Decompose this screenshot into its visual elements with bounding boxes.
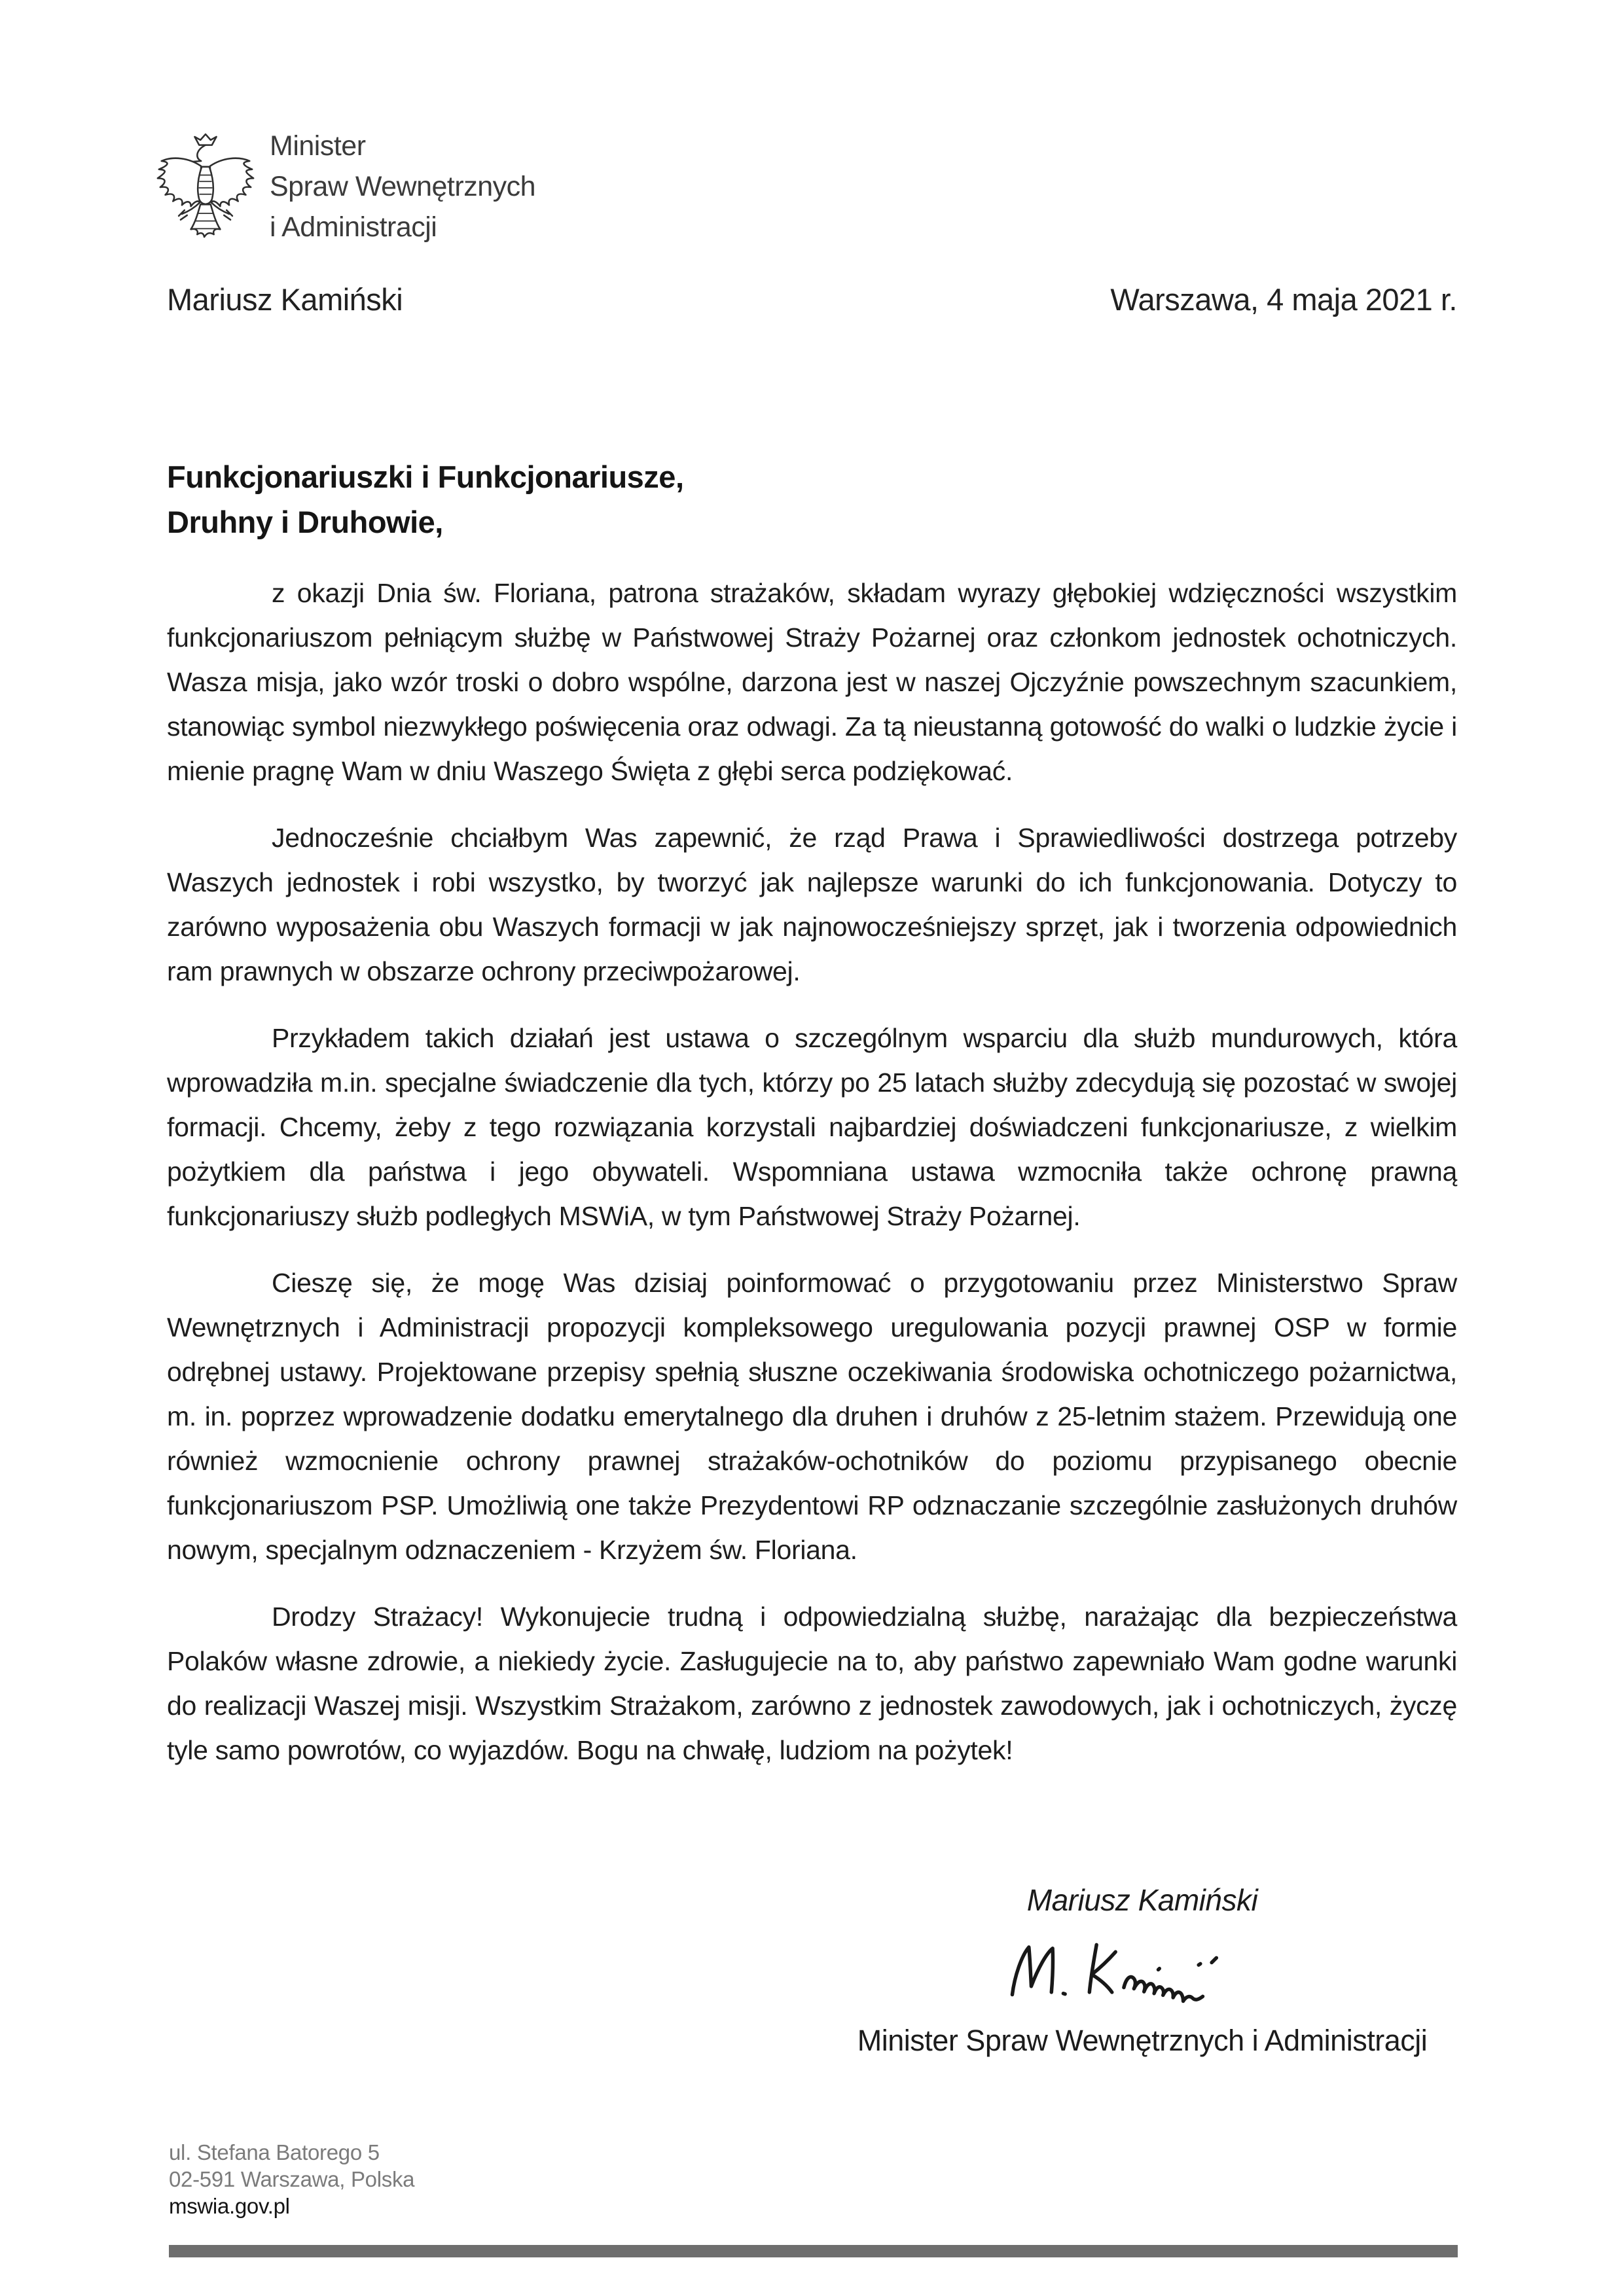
dateline: Warszawa, 4 maja 2021 r. [1110,282,1457,317]
signature-role: Minister Spraw Wewnętrznych i Administracji [857,2024,1428,2057]
salutation-line2: Druhny i Druhowie, [167,505,443,539]
footer-city: 02-591 Warszawa, Polska [169,2167,415,2191]
polish-eagle-emblem-icon [154,130,257,245]
footer-street: ul. Stefana Batorego 5 [169,2140,380,2164]
ministry-title-line1: Minister [270,130,366,162]
salutation-line1: Funkcjonariuszki i Funkcjonariusze, [167,459,684,494]
paragraphs [167,571,1457,1772]
ministry-title-line3: i Administracji [270,211,437,243]
handwritten-signature [988,1928,1296,2017]
body-paragraph-3: Przykładem takich działań jest ustawa o szczególnym wsparciu dla służb mundurowych, która wprowadziła m.in. specjalne świadczenie dla tych, którzy po 25 latach służby zdecydują się pozostać w swojej formacji. Chcemy, żeby z tego rozwiązania korzystali najbardziej doświadczeni funkcjonariusze, z wielkim pożytkiem dla państwa i jego obywateli. Wspomniana ustawa wzmocniła także ochronę prawną funkcjonariuszy służb podległych MSWiA, w tym Państwowej Straży Pożarnej. [167,1023,1457,1231]
body-paragraph-1: z okazji Dnia św. Floriana, patrona strażaków, składam wyrazy głębokiej wdzięczności wszystkim funkcjonariuszom pełniącym służbę w Państwowej Straży Pożarnej oraz członkom jednostek ochotniczych. Wasza misja, jako wzór troski o dobro wspólne, darzona jest w naszej Ojczyźnie powszechnym szacunkiem, stanowiąc symbol niezwykłego poświęcenia oraz odwagi. Za tą nieustanną gotowość do walki o ludzkie życie i mienie pragnę Wam w dniu Waszego Święta z głębi serca podziękować. [167,578,1457,786]
footer-divider-bar [169,2245,1458,2257]
signature-name: Mariusz Kamiński [1026,1883,1258,1917]
footer-address [169,2139,414,2219]
ministry-title-line2: Spraw Wewnętrznych [270,171,536,202]
sender-date-row [167,281,1457,317]
body-paragraph-5: Drodzy Strażacy! Wykonujecie trudną i odpowiedzialną służbę, narażając dla bezpieczeństwa Polaków własne zdrowie, a niekiedy życie. Zasługujecie na to, aby państwo zapewniało Wam godne warunki do realizacji Waszej misji. Wszystkim Strażakom, zarówno z jednostek zawodowych, jak i ochotniczych, życzę tyle samo powrotów, co wyjazdów. Bogu na chwałę, ludziom na pożytek! [167,1602,1457,1765]
signature-block [821,1882,1463,2058]
body-paragraph-2: Jednocześnie chciałbym Was zapewnić, że rząd Prawa i Sprawiedliwości dostrzega potrzeby Waszych jednostek i robi wszystko, by tworzyć jak najlepsze warunki do ich funkcjonowania. Dotyczy to zarówno wyposażenia obu Waszych formacji w jak najnowocześniejszy sprzęt, jak i tworzenia odpowiednich ram prawnych w obszarze ochrony przeciwpożarowej. [167,823,1457,986]
salutation [167,454,1457,545]
sender-name: Mariusz Kamiński [167,282,403,317]
letter-body [167,454,1457,1795]
ministry-letterhead [270,126,535,247]
footer-website: mswia.gov.pl [169,2194,290,2218]
body-paragraph-4: Cieszę się, że mogę Was dzisiaj poinformować o przygotowaniu przez Ministerstwo Spraw Wewnętrznych i Administracji propozycji kompleksowego uregulowania pozycji prawnej OSP w formie odrębnej ustawy. Projektowane przepisy spełnią słuszne oczekiwania środowiska ochotniczego pożarnictwa, m. in. poprzez wprowadzenie dodatku emerytalnego dla druhen i druhów z 25-letnim stażem. Przewidują one również wzmocnienie ochrony prawnej strażaków-ochotników do poziomu przypisanego obecnie funkcjonariuszom PSP. Umożliwią one także Prezydentowi RP odznaczanie szczególnie zasłużonych druhów nowym, specjalnym odznaczeniem - Krzyżem św. Floriana. [167,1268,1457,1565]
